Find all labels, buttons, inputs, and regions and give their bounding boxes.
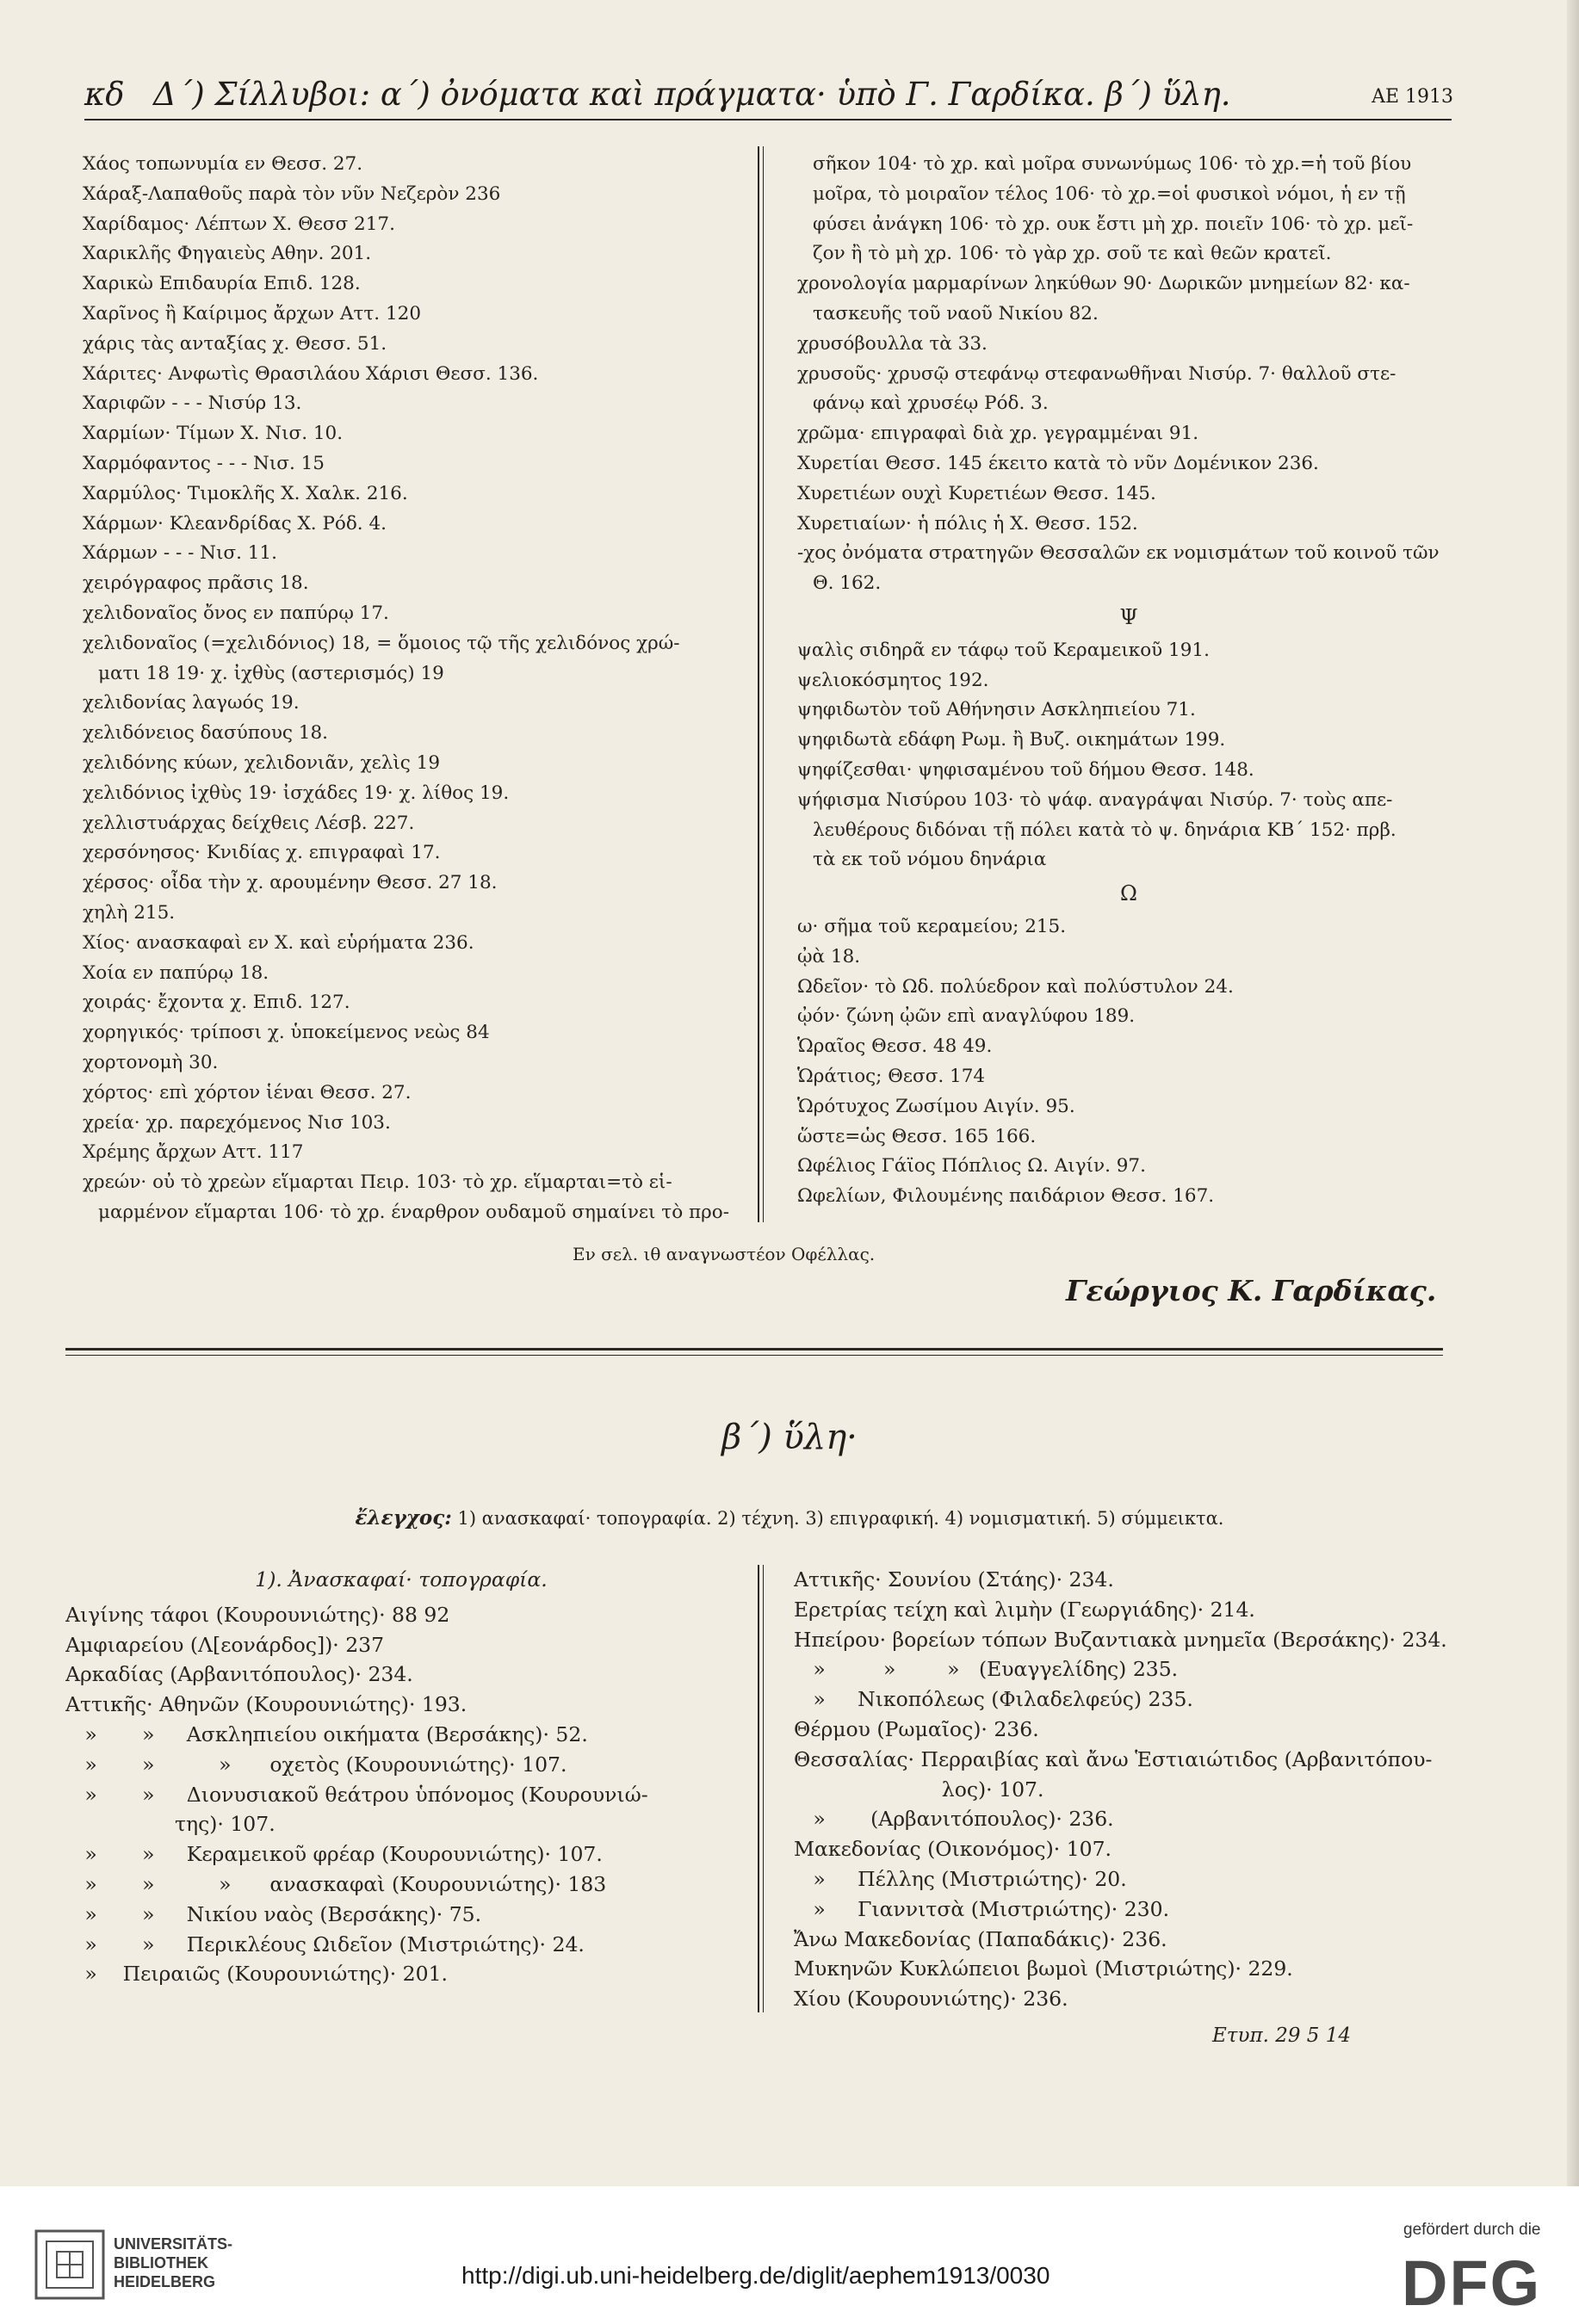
index-entry-continuation: φύσει ἀνάγκη 106· τὸ χρ. ουκ ἔστι μὴ χρ. ποιεῖν 106· τὸ χρ. μεῖ- [813,213,1414,235]
bib-entry: Ερετρίας τείχη καὶ λιμὴν (Γεωργιάδης)· 214. [794,1597,1255,1622]
index-entry: ᾠόν· ζώνη ᾠῶν επὶ αναγλύφου 189. [797,1005,1136,1028]
library-line: UNIVERSITÄTS- [114,2235,233,2253]
bib-entry: » » Κεραμεικοῦ φρέαρ (Κουρουνιώτης)· 107. [65,1842,603,1867]
bib-entry: Αττικῆς· Σουνίου (Στάης)· 234. [794,1567,1114,1592]
letter-heading-omega: Ω [1120,881,1137,906]
sub-heading: 1). Ἀνασκαφαί· τοπογραφία. [255,1567,548,1592]
bib-entry: Μακεδονίας (Οικονόμος)· 107. [794,1837,1112,1862]
index-entry: χελιδοναῖος (=χελιδόνιος) 18, = ὅμοιος τῷ τῆς χελιδόνος χρώ- [83,632,680,654]
funding-note: gefördert durch die [1403,2221,1541,2239]
bib-entry: » Πειραιῶς (Κουρουνιώτης)· 201. [65,1962,448,1987]
index-entry: Χαρμύλος· Τιμοκλῆς Χ. Χαλκ. 216. [83,482,408,504]
index-entry-continuation: φάνῳ καὶ χρυσέῳ Ρόδ. 3. [813,392,1049,415]
university-seal-icon [34,2229,105,2300]
index-entry: χορηγικός· τρίποσι χ. ὑποκείμενος νεὼς 84 [83,1022,490,1044]
index-entry: χελιδόνιος ἰχθὺς 19· ἰσχάδες 19· χ. λίθος 19. [83,782,510,804]
contents-line [0,1506,1579,1530]
index-entry: Χάραξ-Λαπαθοῦς παρὰ τὸν νῦν Νεζερὸν 236 [83,182,501,205]
bibliography-column-left [65,1565,737,1989]
index-column-left [83,150,746,1228]
bib-entry: » » Νικίου ναὸς (Βερσάκης)· 75. [65,1901,482,1926]
bib-entry: Ηπείρου· βορείων τόπων Βυζαντιακὰ μνημεῖα (Βερσάκης)· 234. [794,1627,1447,1652]
bib-entry: » Πέλλης (Μιστριώτης)· 20. [794,1866,1127,1891]
section-title: β΄) ὕλη· [721,1418,858,1457]
dfg-logo: DFG [1402,2247,1542,2319]
index-entry: χόρτος· επὶ χόρτον ἱέναι Θεσσ. 27. [83,1081,412,1103]
index-entry: χρονολογία μαρμαρίνων ληκύθων 90· Δωρικῶν μνημείων 82· κα- [797,273,1410,295]
library-line: HEIDELBERG [114,2273,216,2290]
index-entry-continuation: σῆκον 104· τὸ χρ. καὶ μοῖρα συνωνύμως 106· τὸ χρ.=ἡ τοῦ βίου [813,153,1412,175]
contents-text: 1) ανασκαφαί· τοπογραφία. 2) τέχνη. 3) επιγραφική. 4) νομισματική. 5) σύμμεικτα. [457,1508,1224,1529]
bib-entry: Ἄνω Μακεδονίας (Παπαδάκις)· 236. [794,1926,1167,1951]
index-entry: χερσόνησος· Κνιδίας χ. επιγραφαὶ 17. [83,842,441,864]
bib-entry: » Νικοπόλεως (Φιλαδελφεύς) 235. [794,1687,1193,1712]
index-entry: χάρις τὰς ανταξίας χ. Θεσσ. 51. [83,332,387,355]
bib-entry: » » Περικλέους Ωιδεῖον (Μιστριώτης)· 24. [65,1932,585,1956]
bib-entry: » (Αρβανιτόπουλος)· 236. [794,1807,1114,1832]
column-divider [763,146,764,1222]
index-entry: χρεία· χρ. παρεχόμενος Νισ 103. [83,1111,391,1134]
index-entry: Χάος τοπωνυμία εν Θεσσ. 27. [83,153,363,175]
letter-heading-psi: Ψ [1119,604,1138,629]
index-entry: ψήφισμα Νισύρου 103· τὸ ψάφ. αναγράψαι Νισύρ. 7· τοὺς απε- [797,788,1393,811]
index-entry: Ωφελίων, Φιλουμένης παιδάριον Θεσσ. 167. [797,1185,1215,1208]
index-entry: Χαρῖνος ἢ Καίριμος ἄρχων Αττ. 120 [83,302,422,324]
index-entry: Χάρμων· Κλεανδρίδας Χ. Ρόδ. 4. [83,512,387,535]
library-line: BIBLIOTHEK [114,2254,208,2271]
bibliography-column-right [794,1565,1474,2014]
bib-entry: Αμφιαρείου (Λ[εονάρδος])· 237 [65,1632,385,1657]
index-entry: χοιράς· ἔχοντα χ. Επιδ. 127. [83,992,350,1014]
index-entry: Χάριτες· Ανφωτὶς Θρασιλάου Χάρισι Θεσσ. 136. [83,362,539,385]
bib-entry: Θεσσαλίας· Περραιβίας καὶ ἄνω Ἑστιαιώτιδος (Αρβανιτόπου- [794,1746,1433,1771]
bib-entry: » Γιαννιτσὰ (Μιστριώτης)· 230. [794,1896,1170,1921]
index-entry: χελιδόνειος δασύπους 18. [83,722,328,745]
index-entry: Χαριφῶν - - - Νισύρ 13. [83,392,302,415]
index-entry: -χος ὀνόματα στρατηγῶν Θεσσαλῶν εκ νομισμάτων τοῦ κοινοῦ τῶν [797,542,1440,565]
index-entry: ψηφιδωτὸν τοῦ Αθήνησιν Ασκληπιείου 71. [797,699,1196,721]
index-entry: Χαρίδαμος· Λέπτων Χ. Θεσσ 217. [83,213,395,235]
index-entry: ὥστε=ὡς Θεσσ. 165 166. [797,1125,1037,1147]
column-divider [763,1565,764,2012]
index-entry-continuation: Θ. 162. [813,572,882,595]
page-number: κδ [84,76,125,113]
page-header [84,76,1453,117]
index-entry: Χυρετίαι Θεσσ. 145 έκειτο κατὰ τὸ νῦν Δομένικον 236. [797,452,1319,474]
index-entry: χορτονομὴ 30. [83,1051,219,1073]
index-entry-continuation: ζον ἢ τὸ μὴ χρ. 106· τὸ γὰρ χρ. σοῦ τε καὶ θεῶν κρατεῖ. [813,243,1332,265]
library-name [114,2234,232,2291]
index-entry-continuation: μοῖρα, τὸ μοιραῖον τέλος 106· τὸ χρ.=οἱ φυσικοὶ νόμοι, ἡ εν τῇ [813,182,1406,205]
index-entry: Ωφέλιος Γάϊος Πόπλιος Ω. Αιγίν. 97. [797,1155,1146,1177]
index-entry: χρῶμα· επιγραφαὶ διὰ χρ. γεγραμμέναι 91. [797,423,1199,445]
index-entry: Χαρμίων· Τίμων Χ. Νισ. 10. [83,423,344,445]
index-entry: ψελιοκόσμητος 192. [797,669,989,691]
index-entry: ψηφίζεσθαι· ψηφισαμένου τοῦ δήμου Θεσσ. 148. [797,758,1254,781]
index-entry: χελιδόνης κύων, χελιδονιᾶν, χελὶς 19 [83,751,441,774]
index-entry: χηλὴ 215. [83,901,176,924]
journal-year: ΑΕ 1913 [1372,86,1453,108]
bib-entry: Μυκηνῶν Κυκλώπειοι βωμοὶ (Μιστριώτης)· 229. [794,1956,1293,1981]
section-rule-thick [65,1348,1443,1351]
index-entry-continuation: ματι 18 19· χ. ἰχθὺς (αστερισμός) 19 [98,662,444,684]
bib-entry: Αιγίνης τάφοι (Κουρουνιώτης)· 88 92 [65,1602,450,1627]
running-title: Δ΄) Σίλλυβοι: α΄) ὀνόματα καὶ πράγματα· ὑπὸ Γ. Γαρδίκα. β΄) ὕλη. [153,76,1231,113]
index-entry: Ὡράτιος; Θεσσ. 174 [797,1065,986,1087]
bib-entry: » » Διονυσιακοῦ θεάτρου ὑπόνομος (Κουρουνιώ- [65,1782,648,1807]
author-signature: Γεώργιος Κ. Γαρδίκας. [1066,1274,1437,1307]
bib-entry: Αρκαδίας (Αρβανιτόπουλος)· 234. [65,1662,413,1687]
errata-note: Εν σελ. ιθ αναγνωστέον Οφέλλας. [573,1244,876,1264]
digitization-footer [0,2186,1579,2324]
bib-entry-continuation: λος)· 107. [794,1777,1044,1802]
bib-entry: Αττικῆς· Αθηνῶν (Κουρουνιώτης)· 193. [65,1692,468,1717]
index-entry: ψηφιδωτὰ εδάφη Ρωμ. ἢ Βυζ. οικημάτων 199. [797,729,1226,751]
index-entry: Ὡραῖος Θεσσ. 48 49. [797,1035,993,1058]
bib-entry: Θέρμου (Ρωμαῖος)· 236. [794,1716,1039,1741]
section-rule-thin [65,1355,1443,1356]
index-entry: Χαρμόφαντος - - - Νισ. 15 [83,452,325,474]
bib-entry: Χίου (Κουρουνιώτης)· 236. [794,1987,1068,2012]
column-divider [758,1565,759,2012]
index-entry: ω· σῆμα τοῦ κεραμείου; 215. [797,915,1067,937]
column-divider [758,146,759,1222]
index-entry: χρυσόβουλλα τὰ 33. [797,332,988,355]
index-entry: Χοία εν παπύρῳ 18. [83,961,269,984]
bib-entry: » » Ασκληπιείου οικήματα (Βερσάκης)· 52. [65,1721,588,1746]
index-entry: χελλιστυάρχας δείχθεις Λέσβ. 227. [83,812,415,834]
index-entry: χελιδονίας λαγωός 19. [83,692,300,714]
index-entry: Ὡρότυχος Ζωσίμου Αιγίν. 95. [797,1095,1075,1117]
index-column-right [797,150,1460,1212]
index-entry-continuation: τασκευῆς τοῦ ναοῦ Νικίου 82. [813,302,1099,324]
bib-entry: » » » ανασκαφαὶ (Κουρουνιώτης)· 183 [65,1871,607,1896]
index-entry: χρεών· οὐ τὸ χρεὼν εἵμαρται Πειρ. 103· τὸ χρ. εἵμαρται=τὸ εἱ- [83,1171,672,1194]
index-entry: Χρέμης ἄρχων Αττ. 117 [83,1141,304,1164]
permalink-url[interactable]: http://digi.ub.uni-heidelberg.de/diglit/aephem1913/0030 [461,2262,1050,2289]
bib-entry-continuation: της)· 107. [65,1812,276,1837]
index-entry: Χαρικὼ Επιδαυρία Επιδ. 128. [83,273,361,295]
index-entry: χρυσοῦς· χρυσῷ στεφάνῳ στεφανωθῆναι Νισύρ. 7· θαλλοῦ στε- [797,362,1396,385]
index-entry-continuation: τὰ εκ τοῦ νόμου δηνάρια [813,849,1047,871]
header-rule [84,119,1452,121]
index-entry: Χυρετιαίων· ἡ πόλις ἡ Χ. Θεσσ. 152. [797,512,1138,535]
contents-label: ἔλεγχος: [355,1506,452,1530]
print-date-stamp: Ετυπ. 29 5 14 [1212,2024,1352,2047]
index-entry: χέρσος· οἶδα τὴν χ. αρουμένην Θεσσ. 27 18. [83,872,498,894]
index-entry-continuation: μαρμένον εἵμαρται 106· τὸ χρ. έναρθρον ουδαμοῦ σημαίνει τὸ προ- [98,1201,729,1223]
index-entry: Ωδεῖον· τὸ Ωδ. πολύεδρον καὶ πολύστυλον 24. [797,975,1234,998]
bib-entry: » » » (Ευαγγελίδης) 235. [794,1657,1179,1682]
bib-entry: » » » οχετὸς (Κουρουνιώτης)· 107. [65,1752,567,1777]
index-entry: Χυρετιέων ουχὶ Κυρετιέων Θεσσ. 145. [797,482,1156,504]
index-entry-continuation: λευθέρους διδόναι τῇ πόλει κατὰ τὸ ψ. δηνάρια ΚΒ΄ 152· πρβ. [813,819,1396,841]
index-entry: Χίος· ανασκαφαὶ εν Χ. καὶ εὑρήματα 236. [83,931,474,954]
index-entry: ᾠὰ 18. [797,945,861,967]
index-entry: χειρόγραφος πρᾶσις 18. [83,572,309,595]
index-entry: Χαρικλῆς Φηγαιεὺς Αθην. 201. [83,243,372,265]
index-entry: Χάρμων - - - Νισ. 11. [83,542,277,565]
index-entry: ψαλὶς σιδηρᾶ εν τάφῳ τοῦ Κεραμεικοῦ 191. [797,639,1210,661]
index-entry: χελιδοναῖος ὄνος εν παπύρῳ 17. [83,602,389,624]
